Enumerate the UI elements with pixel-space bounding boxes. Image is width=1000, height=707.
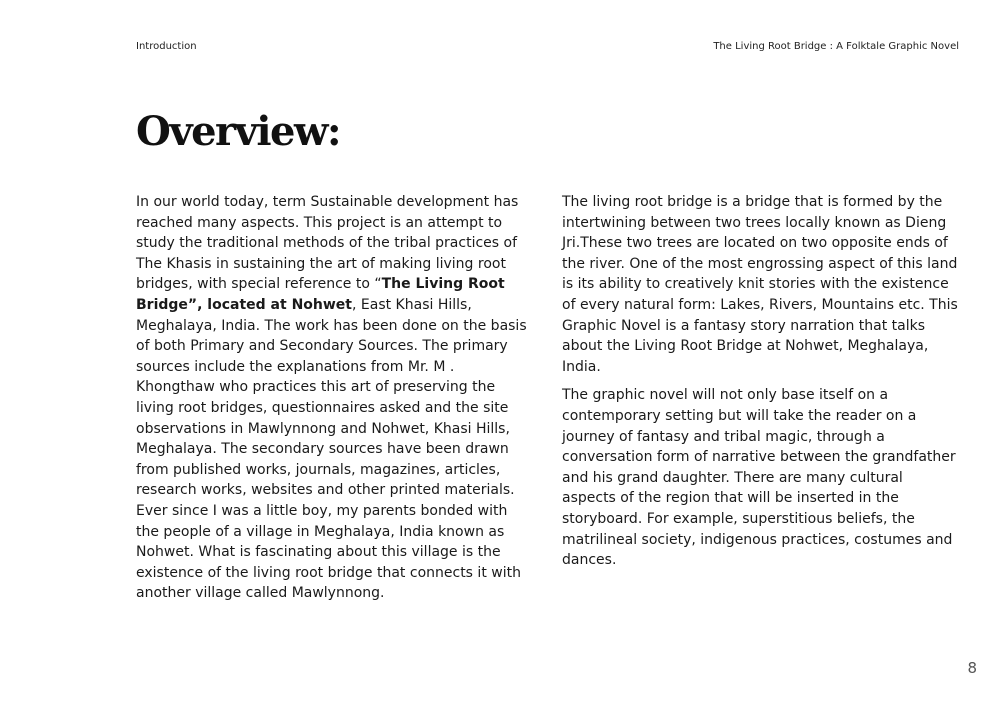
running-header-book-title: The Living Root Bridge : A Folktale Graphic Novel xyxy=(713,41,959,52)
right-paragraph-2: The graphic novel will not only base itself on a contemporary setting but will take the reader on a journey of fantasy and tribal magic, through a conversation form of narrative between the grandfather and his grand daughter. There are many cultural aspects of the region that will be inserted in the storyboard. For example, superstitious beliefs, the matrilineal society, indigenous practices, costumes and dances. xyxy=(562,387,956,569)
left-paragraph-1-end: , East Khasi Hills, Meghalaya, India. The work has been done on the basis of both Primary and Secondary Sources. The primary sources include the explanations from Mr. M . Khongthaw who practices this art of preserving the living root bridges, questionnaires asked and the site observations in Mawlynnong and Nohwet, Khasi Hills, Meghalaya. The secondary sources have been drawn from published works, journals, magazines, articles, research works, websites and other printed materials. Ever since I was a little boy, my parents bonded with the people of a village in Meghalaya, India known as Nohwet. What is fascinating about this village is the existence of the living root bridge that connects it with another village called Mawlynnong. xyxy=(136,296,527,602)
right-column xyxy=(562,192,960,579)
page-title: Overview: xyxy=(136,108,341,155)
page-number: 8 xyxy=(967,659,977,677)
left-paragraph-1-start: In our world today, term Sustainable development has reached many aspects. This project is an attempt to study the traditional methods of the tribal practices of The Khasis in sustaining the art of making living root bridges, with special reference to “ xyxy=(136,194,519,293)
left-paragraph-1 xyxy=(136,192,528,604)
left-column xyxy=(136,192,528,612)
left-paragraph-1-bold: The Living Root Bridge”, located at Nohwet xyxy=(136,276,505,313)
running-header-section: Introduction xyxy=(136,41,197,52)
right-paragraph-1: The living root bridge is a bridge that is formed by the intertwining between two trees locally known as Dieng Jri.These two trees are located on two opposite ends of the river. One of the most engrossing aspect of this land is its ability to creatively knit stories with the existence of every natural form: Lakes, Rivers, Mountains etc. This Graphic Novel is a fantasy story narration that talks about the Living Root Bridge at Nohwet, Meghalaya, India. xyxy=(562,194,958,375)
